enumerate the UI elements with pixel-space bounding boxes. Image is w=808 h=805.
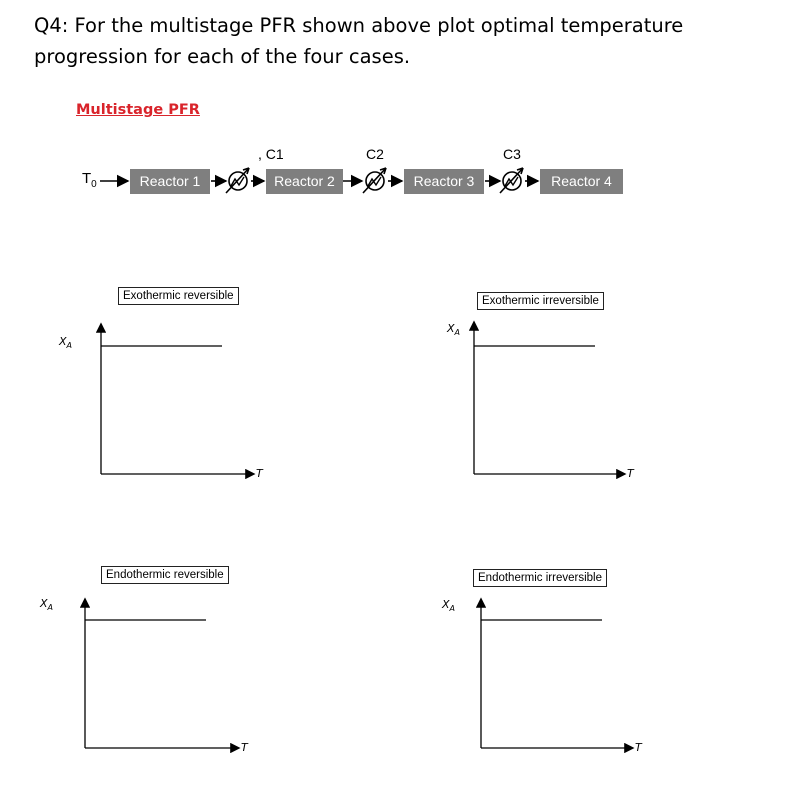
panel-exo-irrev-x-label: T <box>627 467 634 480</box>
panel-endo-irrev-title: Endothermic irreversible <box>473 569 607 587</box>
panel-exo-irrev-y-label: $X_A$ <box>447 322 461 338</box>
panel-endo-irrev-y-label: $X_A$ <box>442 598 456 614</box>
panel-exo-rev-y-label: $X_A$ <box>59 335 73 351</box>
panel-endo-rev-y-label: $X_A$ <box>40 597 54 613</box>
reactor-4: Reactor 4 <box>540 169 623 194</box>
cooler-c2-label: C2 <box>366 146 384 162</box>
reactor-1: Reactor 1 <box>130 169 210 194</box>
panel-endo-rev-title: Endothermic reversible <box>101 566 229 584</box>
panel-exo-rev-x-label: T <box>256 467 263 480</box>
panel-exo-rev-title: Exothermic reversible <box>118 287 239 305</box>
panel-endo-irrev-axes <box>481 600 632 748</box>
cooler-c3-label: C3 <box>503 146 521 162</box>
panel-exo-irrev-title: Exothermic irreversible <box>477 292 604 310</box>
panel-exo-rev-axes <box>101 325 253 474</box>
panel-endo-irrev-x-label: T <box>635 741 642 754</box>
diagram-subtitle: Multistage PFR <box>76 102 200 118</box>
reactor-3: Reactor 3 <box>404 169 484 194</box>
cooler-c1-label: , C1 <box>258 146 284 162</box>
inlet-temperature-label: $T_0$ <box>82 170 97 190</box>
panel-exo-irrev-axes <box>474 323 624 474</box>
panel-endo-rev-x-label: T <box>241 741 248 754</box>
question-text: Q4: For the multistage PFR shown above plot optimal temperature progression for each of the four cases. <box>34 14 684 68</box>
reactor-2: Reactor 2 <box>266 169 343 194</box>
panel-endo-rev-axes <box>85 600 238 748</box>
